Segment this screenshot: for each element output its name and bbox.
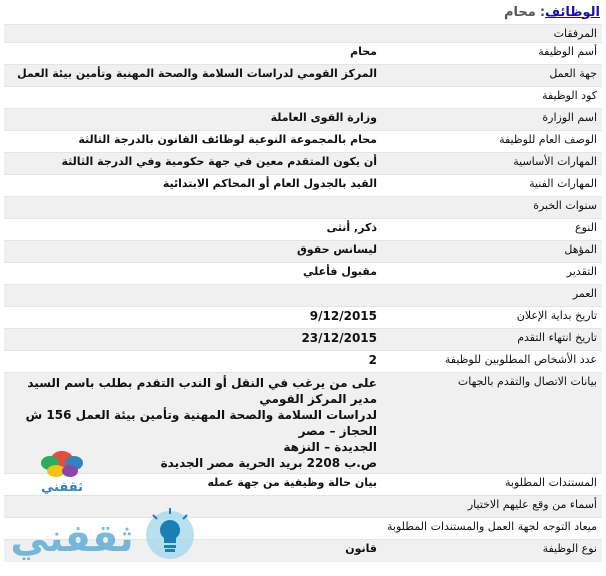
field-value: وزارة القوى العاملة	[4, 109, 382, 131]
table-row	[4, 109, 602, 131]
field-label: المستندات المطلوبة	[382, 474, 602, 496]
table-row	[4, 241, 602, 263]
table-row	[4, 131, 602, 153]
table-row	[4, 307, 602, 329]
field-label: المؤهل	[382, 241, 602, 263]
field-label: العمر	[382, 285, 602, 307]
field-value: ذكر, أنثى	[4, 219, 382, 241]
contact-line: على من يرغب في النقل أو الندب التقدم بطلب باسم السيد مدير المركز القومي	[27, 376, 377, 406]
field-value: أن يكون المتقدم معين في جهة حكومية وفي الدرجة الثالثة	[4, 153, 382, 175]
contact-line: الجديدة – النزهة	[283, 440, 377, 454]
field-label: سنوات الخبرة	[382, 197, 602, 219]
table-row	[4, 263, 602, 285]
field-value: بيان حالة وظيفية من جهة عمله	[4, 474, 382, 496]
job-details-table	[4, 24, 602, 562]
field-value: المركز القومي لدراسات السلامة والصحة المهنية وتأمين بيئة العمل	[4, 65, 382, 87]
field-value: مقبول فأعلي	[4, 263, 382, 285]
field-value: قانون	[4, 540, 382, 562]
table-row	[4, 474, 602, 496]
field-value: القيد بالجدول العام أو المحاكم الابتدائية	[4, 175, 382, 197]
page-header	[0, 0, 606, 24]
field-value	[4, 285, 382, 307]
field-label: الوصف العام للوظيفة	[382, 131, 602, 153]
table-row	[4, 153, 602, 175]
watermark-big	[10, 505, 200, 565]
field-label: جهة العمل	[382, 65, 602, 87]
field-value: 9/12/2015	[4, 307, 382, 329]
table-row	[4, 285, 602, 307]
table-row	[4, 43, 602, 65]
watermark-big-text: ثقفني	[10, 516, 134, 560]
watermark-small-text: ثقفني	[40, 480, 84, 495]
jobs-section-link[interactable]: الوظائف	[545, 4, 600, 20]
field-label: بيانات الاتصال والتقدم بالجهات	[382, 373, 602, 474]
table-row	[4, 351, 602, 373]
field-label: أسم الوظيفة	[382, 43, 602, 65]
table-row	[4, 175, 602, 197]
field-label: المرفقات	[382, 25, 602, 43]
field-label: عدد الأشخاص المطلوبين للوظيفة	[382, 351, 602, 373]
field-label: اسم الوزارة	[382, 109, 602, 131]
field-label: تاريخ انتهاء التقدم	[382, 329, 602, 351]
field-value: 2	[4, 351, 382, 373]
table-row	[4, 65, 602, 87]
field-value: 23/12/2015	[4, 329, 382, 351]
table-row	[4, 197, 602, 219]
field-label: ميعاد التوجه لجهة العمل والمستندات المطلوبة	[382, 518, 602, 540]
field-label: المهارات الأساسية	[382, 153, 602, 175]
field-label: المهارات الفنية	[382, 175, 602, 197]
contact-line: ص.ب 2208 بريد الحرية مصر الجديدة	[160, 456, 377, 470]
field-label: نوع الوظيفة	[382, 540, 602, 562]
table-row	[4, 25, 602, 43]
lightbulb-icon	[146, 508, 194, 559]
table-row	[4, 219, 602, 241]
field-value: محام	[4, 43, 382, 65]
field-value: ليسانس حقوق	[4, 241, 382, 263]
field-label: التقدير	[382, 263, 602, 285]
watermark-small	[32, 445, 92, 495]
table-row	[4, 329, 602, 351]
contact-line: لدراسات السلامة والصحة المهنية وتأمين بيئة العمل 156 ش الحجاز – مصر	[25, 408, 377, 438]
field-value	[4, 25, 382, 43]
field-value	[4, 87, 382, 109]
brain-icon	[41, 451, 83, 477]
table-row	[4, 373, 602, 474]
job-title: محام	[503, 4, 536, 20]
field-value	[4, 197, 382, 219]
header-colon: :	[539, 4, 546, 20]
field-label: كود الوظيفة	[382, 87, 602, 109]
field-label: تاريخ بداية الإعلان	[382, 307, 602, 329]
table-row	[4, 87, 602, 109]
field-label: النوع	[382, 219, 602, 241]
field-label: أسماء من وقع عليهم الاختيار	[382, 496, 602, 518]
field-value: محام بالمجموعة النوعية لوظائف القانون بالدرجة الثالثة	[4, 131, 382, 153]
